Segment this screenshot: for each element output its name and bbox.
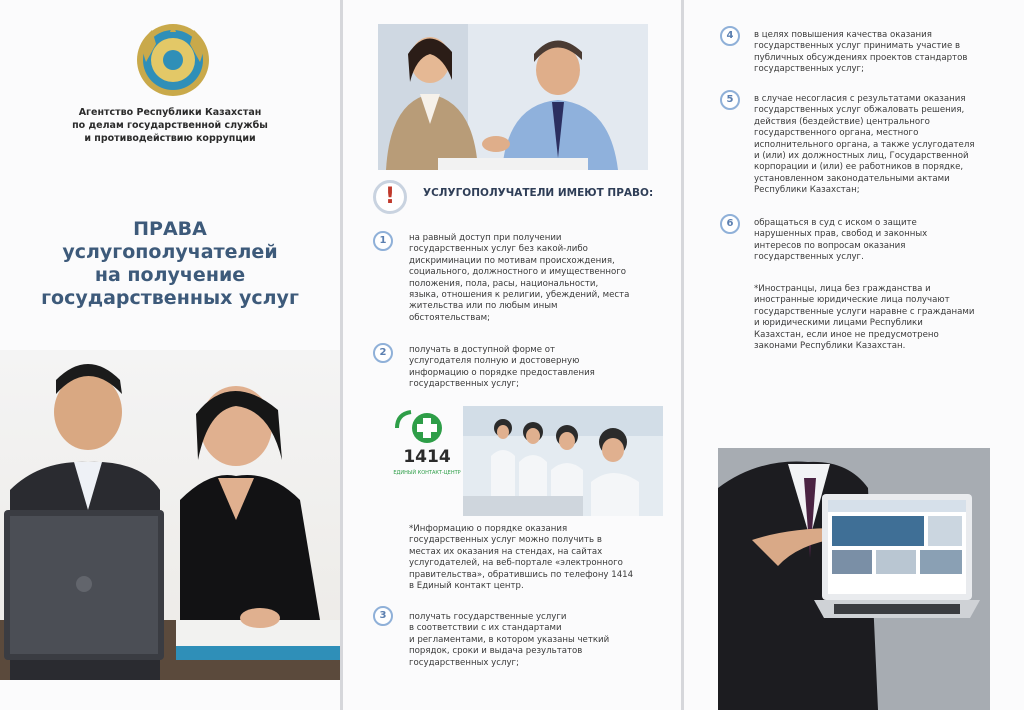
title-line: государственных услуг xyxy=(41,287,299,309)
item-line: государственных услуг принимать участие в xyxy=(754,41,961,52)
rights-header xyxy=(373,178,653,218)
right-item-5 xyxy=(754,94,975,197)
item-line: получать государственные услуги xyxy=(409,612,567,622)
item-line: государственных услуг обжаловать решения, xyxy=(754,105,965,116)
note-line: *Иностранцы, лица без гражданства и xyxy=(754,284,931,294)
item-line: государственных услуг без какой-либо xyxy=(409,244,588,255)
item-line: получать в доступной форме от xyxy=(409,345,556,355)
note-line: законами Республики Казахстан. xyxy=(754,341,906,352)
page-title xyxy=(20,218,320,310)
item-line: на равный доступ при получении xyxy=(409,233,562,243)
item-line: социального, должностного и имущественного xyxy=(409,267,626,278)
item-line: языка, отношения к религии, убеждений, места xyxy=(409,290,630,301)
logo-caption: ЕДИНЫЙ КОНТАКТ-ЦЕНТР xyxy=(393,470,461,476)
call-center-photo xyxy=(463,406,663,516)
students-laptop-photo xyxy=(0,350,340,680)
right-item-6 xyxy=(754,218,927,264)
item-line: услугодателя полную и достоверную xyxy=(409,356,580,367)
item-line: в соответствии с их стандартами xyxy=(409,623,562,634)
item-line: дискриминации по мотивам происхождения, xyxy=(409,255,615,266)
item-line: государственных услуг. xyxy=(754,252,864,263)
right-item-2 xyxy=(409,345,595,391)
note-line: *Информацию о порядке оказания xyxy=(409,524,568,534)
agency-line: по делам государственной службы xyxy=(72,120,268,131)
note-line: услугодателей, на веб-портале «электронного xyxy=(409,558,623,569)
item-number-badge: 6 xyxy=(720,214,740,234)
title-line: на получение xyxy=(94,264,246,286)
item-number-badge: 4 xyxy=(720,26,740,46)
item-line: обстоятельствам; xyxy=(409,312,491,323)
item-line: государственных услуг; xyxy=(754,64,864,75)
title-line: услугополучателей xyxy=(62,241,278,263)
agency-line: и противодействию коррупции xyxy=(84,133,256,144)
panel-continued xyxy=(684,0,1024,710)
item-line: обращаться в суд с иском о защите xyxy=(754,218,917,228)
item-line: в случае несогласия с результатами оказания xyxy=(754,94,966,104)
item-line: информацию о порядке предоставления xyxy=(409,367,595,378)
item-line: в целях повышения качества оказания xyxy=(754,30,932,40)
note-line: Казахстан, если иное не предусмотрено xyxy=(754,329,939,340)
logo-number: 1414 xyxy=(403,447,451,467)
note-line: правительства», обратившись по телефону 1414 xyxy=(409,569,634,580)
kazakhstan-emblem-icon xyxy=(134,22,212,98)
item-line: и (или) их должностных лиц, Государственной xyxy=(754,151,969,162)
note-line: и юридическими лицами Республики xyxy=(754,318,923,329)
item-line: и регламентами, в котором указаны четкий xyxy=(409,634,610,645)
item-line: интересов по вопросам оказания xyxy=(754,240,906,251)
businessman-laptop-photo xyxy=(718,448,990,710)
item-number-badge: 3 xyxy=(373,606,393,626)
item-line: Республики Казахстан; xyxy=(754,185,860,196)
note-line: государственных услуг можно получить в xyxy=(409,535,602,546)
item-line: жительства или по любым иным xyxy=(409,301,558,312)
panel-cover xyxy=(0,0,340,710)
item-line: исполнительного органа, а также услугодателя xyxy=(754,139,975,150)
note-line: в Единый контакт центр. xyxy=(409,581,524,592)
note-line: местах их оказания на стендах, на сайтах xyxy=(409,546,603,557)
item-line: публичных обсуждениях проектов стандартов xyxy=(754,52,968,63)
agency-line: Агентство Республики Казахстан xyxy=(78,107,262,118)
item-line: нарушенных прав, свобод и законных xyxy=(754,229,928,240)
rights-heading: УСЛУГОПОЛУЧАТЕЛИ ИМЕЮТ ПРАВО: xyxy=(423,187,654,199)
right-item-3 xyxy=(409,612,609,669)
item-line: положения, пола, расы, национальности, xyxy=(409,278,599,289)
right-item-1 xyxy=(409,233,629,324)
item-line: государственных услуг; xyxy=(409,379,519,390)
item-line: порядок, сроки и выдача результатов xyxy=(409,646,583,657)
item-line: государственного органа, местного xyxy=(754,128,919,139)
contact-center-1414-logo xyxy=(393,410,461,510)
right-item-4 xyxy=(754,30,967,76)
title-line: ПРАВА xyxy=(133,218,207,240)
item-number-badge: 1 xyxy=(373,231,393,251)
info-note xyxy=(409,524,633,592)
item-number-badge: 2 xyxy=(373,343,393,363)
foreigners-note xyxy=(754,284,975,352)
meeting-photo xyxy=(378,24,648,170)
item-number-badge: 5 xyxy=(720,90,740,110)
item-line: установленном законодательными актами xyxy=(754,173,950,184)
item-line: корпорации и (или) ее работников в порядке, xyxy=(754,162,964,173)
agency-name xyxy=(60,106,280,145)
panel-rights xyxy=(343,0,681,710)
item-line: действия (бездействие) центрального xyxy=(754,116,930,127)
exclamation-icon: ! xyxy=(373,180,407,214)
note-line: государственные услуги наравне с гражданами xyxy=(754,306,975,317)
note-line: иностранные юридические лица получают xyxy=(754,295,950,306)
item-line: государственных услуг; xyxy=(409,657,519,668)
